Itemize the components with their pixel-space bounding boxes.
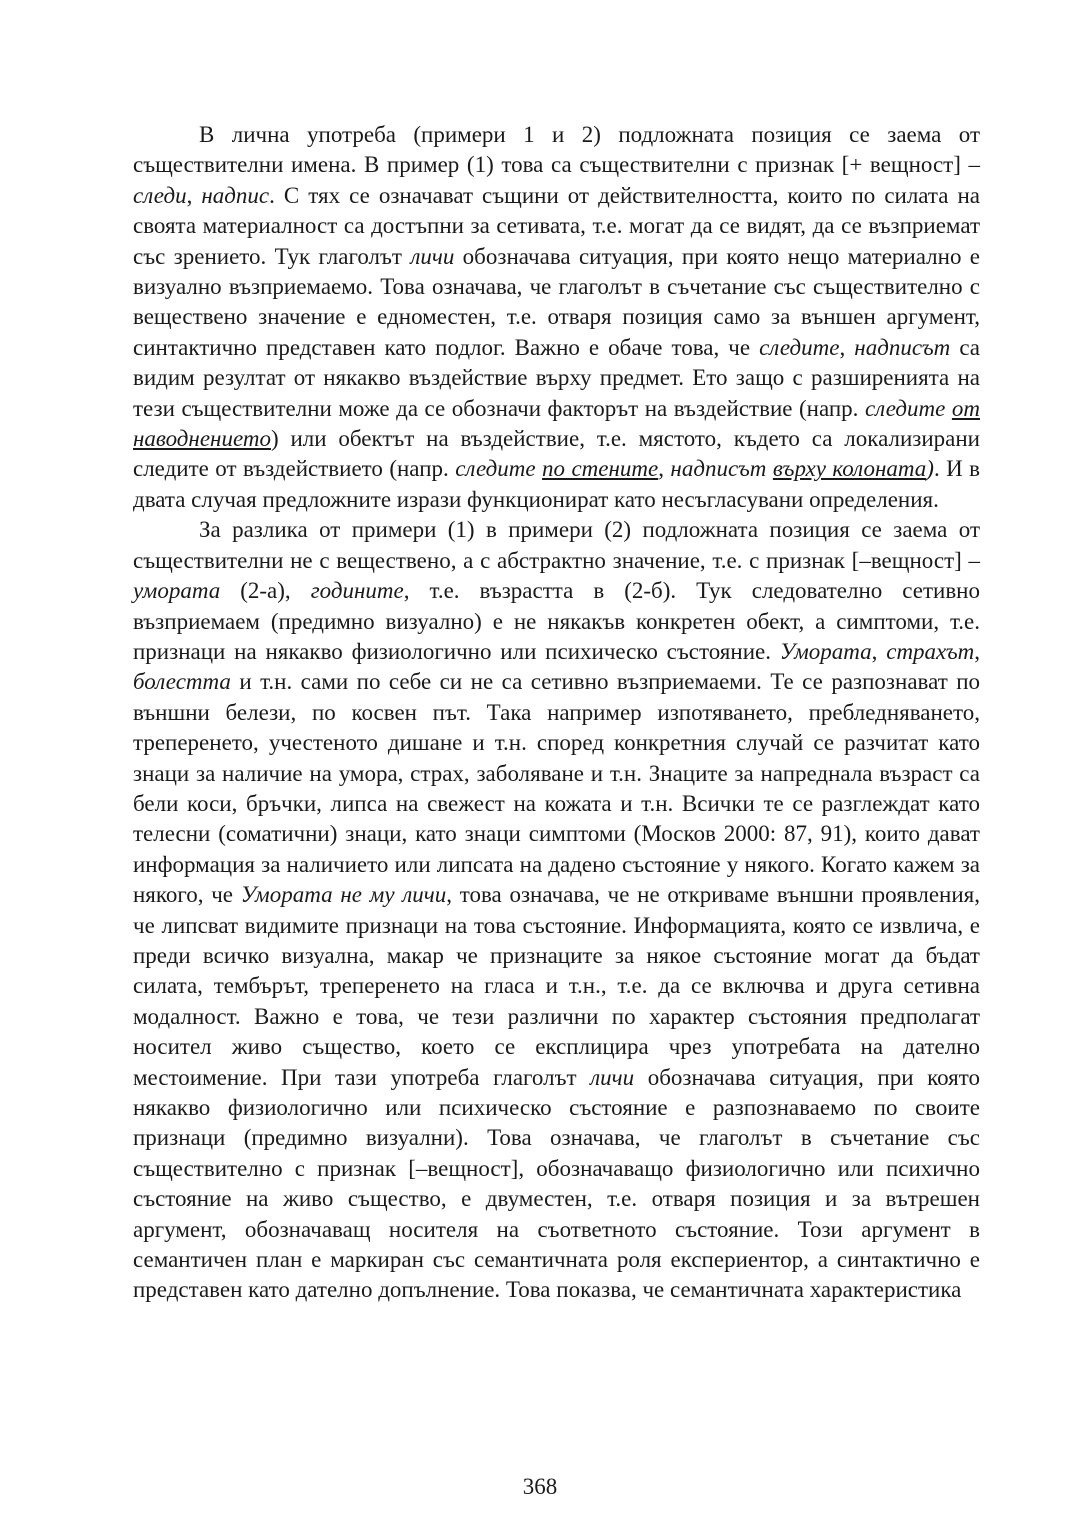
underlined-italic-text: по стените [542,456,659,482]
italic-text: умората [133,578,221,604]
underlined-italic-text: от наводнението [133,395,980,452]
italic-text: личи [410,243,455,269]
italic-text: следите [455,456,536,482]
text-run: , [658,456,671,482]
text-run: и т.н. сами по себе си не са сетивно възприемаеми. Те се разпознават по външни белези, по косвен път. Така например изпотяването, пребледняването, треперенето, учестеното дишане и т.н. според конкретния случай се разчитат като знаци за наличие на умора, страх, заболяване и т.н. Знаците за напреднала възраст са бели коси, бръчки, липса на свежест на кожата и т.н. Всички те се разглеждат като телесни (соматични) знаци, като знаци симптоми (Москов 2000: 87, 91), които дават информация за наличието или липсата на дадено състояние у някого. Когато кажем за някого, че [133,669,980,908]
italic-text: годините [310,578,404,604]
text-run: . И в двата случая предложните изрази функционират като несъгласувани определения. [133,456,981,512]
paragraph [133,515,980,1306]
text-run: , това означава, че не откриваме външни проявления, че липсват видимите признаци на това състояние. Информацията, която се извлича, е преди всичко визуална, макар че признаците за някое състояние могат да бъдат силата, тембърът, треперенето на гласа и т.н., т.е. да се включва и друга сетивна модалност. Важно е това, че тези различни по характер състояния предполагат носител живо същество, което се експлицира чрез употребата на дателно местоимение. При тази употреба глаголът [133,882,981,1090]
text-run: (2-а), [220,578,311,604]
italic-text: надписът [854,334,951,360]
text-run: , [871,638,887,664]
italic-text: страхът [886,638,975,664]
italic-text: следите [864,395,946,421]
text-run: обозначава ситуация, при която някакво физиологично или психическо състояние е разпознаваемо по своите признаци (предимно визуални). Това означава, че глаголът в съчетание със съществително с признак [–вещност], обозначаващо физиологично или психично състояние на живо същество, е двуместен, т.е. отваря позиция и за вътрешен аргумент, обозначаващ носителя на съответното състояние. Този аргумент в семантичен план е маркиран със семантичната роля експериентор, а синтактично е представен като дателно допълнение. Това показва, че семантичната характеристика [133,1064,980,1303]
italic-text: надпис [201,182,270,208]
italic-text: Умората не му личи [240,882,447,908]
italic-text: ) [926,456,934,482]
italic-text [773,456,926,481]
italic-text: следи [133,182,187,208]
italic-text: Умората [779,638,872,664]
page-number: 368 [522,1474,558,1499]
italic-text: следите [759,334,840,360]
text-run: , [186,182,202,208]
body-text [133,120,980,1306]
text-run: обозначава ситуация, при която нещо материално е визуално възприемаемо. Това означава, че глаголът в съчетание със съществително с веществено значение е едноместен, т.е. отваря позиция само за външен аргумент, синтактично представен като подлог. Важно е обаче това, че [133,243,980,360]
text-run: . С тях се означават същини от действителността, които по силата на своята материалност са достъпни за сетивата, т.е. могат да се видят, да се възприемат със зрението. Тук глаголът [133,182,981,269]
underlined-italic-text: върху колоната [772,456,927,482]
text-run: , [839,334,855,360]
italic-text: надписът [670,456,767,482]
paragraph [133,120,980,515]
italic-text [542,456,658,481]
text-run: , [974,638,980,664]
italic-text: личи [590,1064,635,1090]
text-run: За разлика от примери (1) в примери (2) подложната позиция се заема от съществителни не с веществено, а с абстрактно значение, т.е. с признак [–вещност] – [133,517,980,573]
text-run: са видим резултат от някакво въздействие върху предмет. Ето защо с разширенията на тези съществителни може да се обозначи факторът на въздействие (напр. [133,334,981,421]
text-run: ) или обектът на въздействие, т.е. мястото, където са локализирани следите от въздействието (напр. [133,426,980,482]
italic-text: болестта [133,669,231,695]
text-run: В лична употреба (примери 1 и 2) подложната позиция се заема от съществителни имена. В пример (1) това са съществителни с признак [+ вещност] – [133,122,980,178]
text-run: , т.е. възрастта в (2-б). Тук следователно сетивно възприемаем (предимно визуално) е не някакъв конкретен обект, а симптоми, т.е. признаци на някакво физиологично или психическо състояние. [133,578,980,664]
